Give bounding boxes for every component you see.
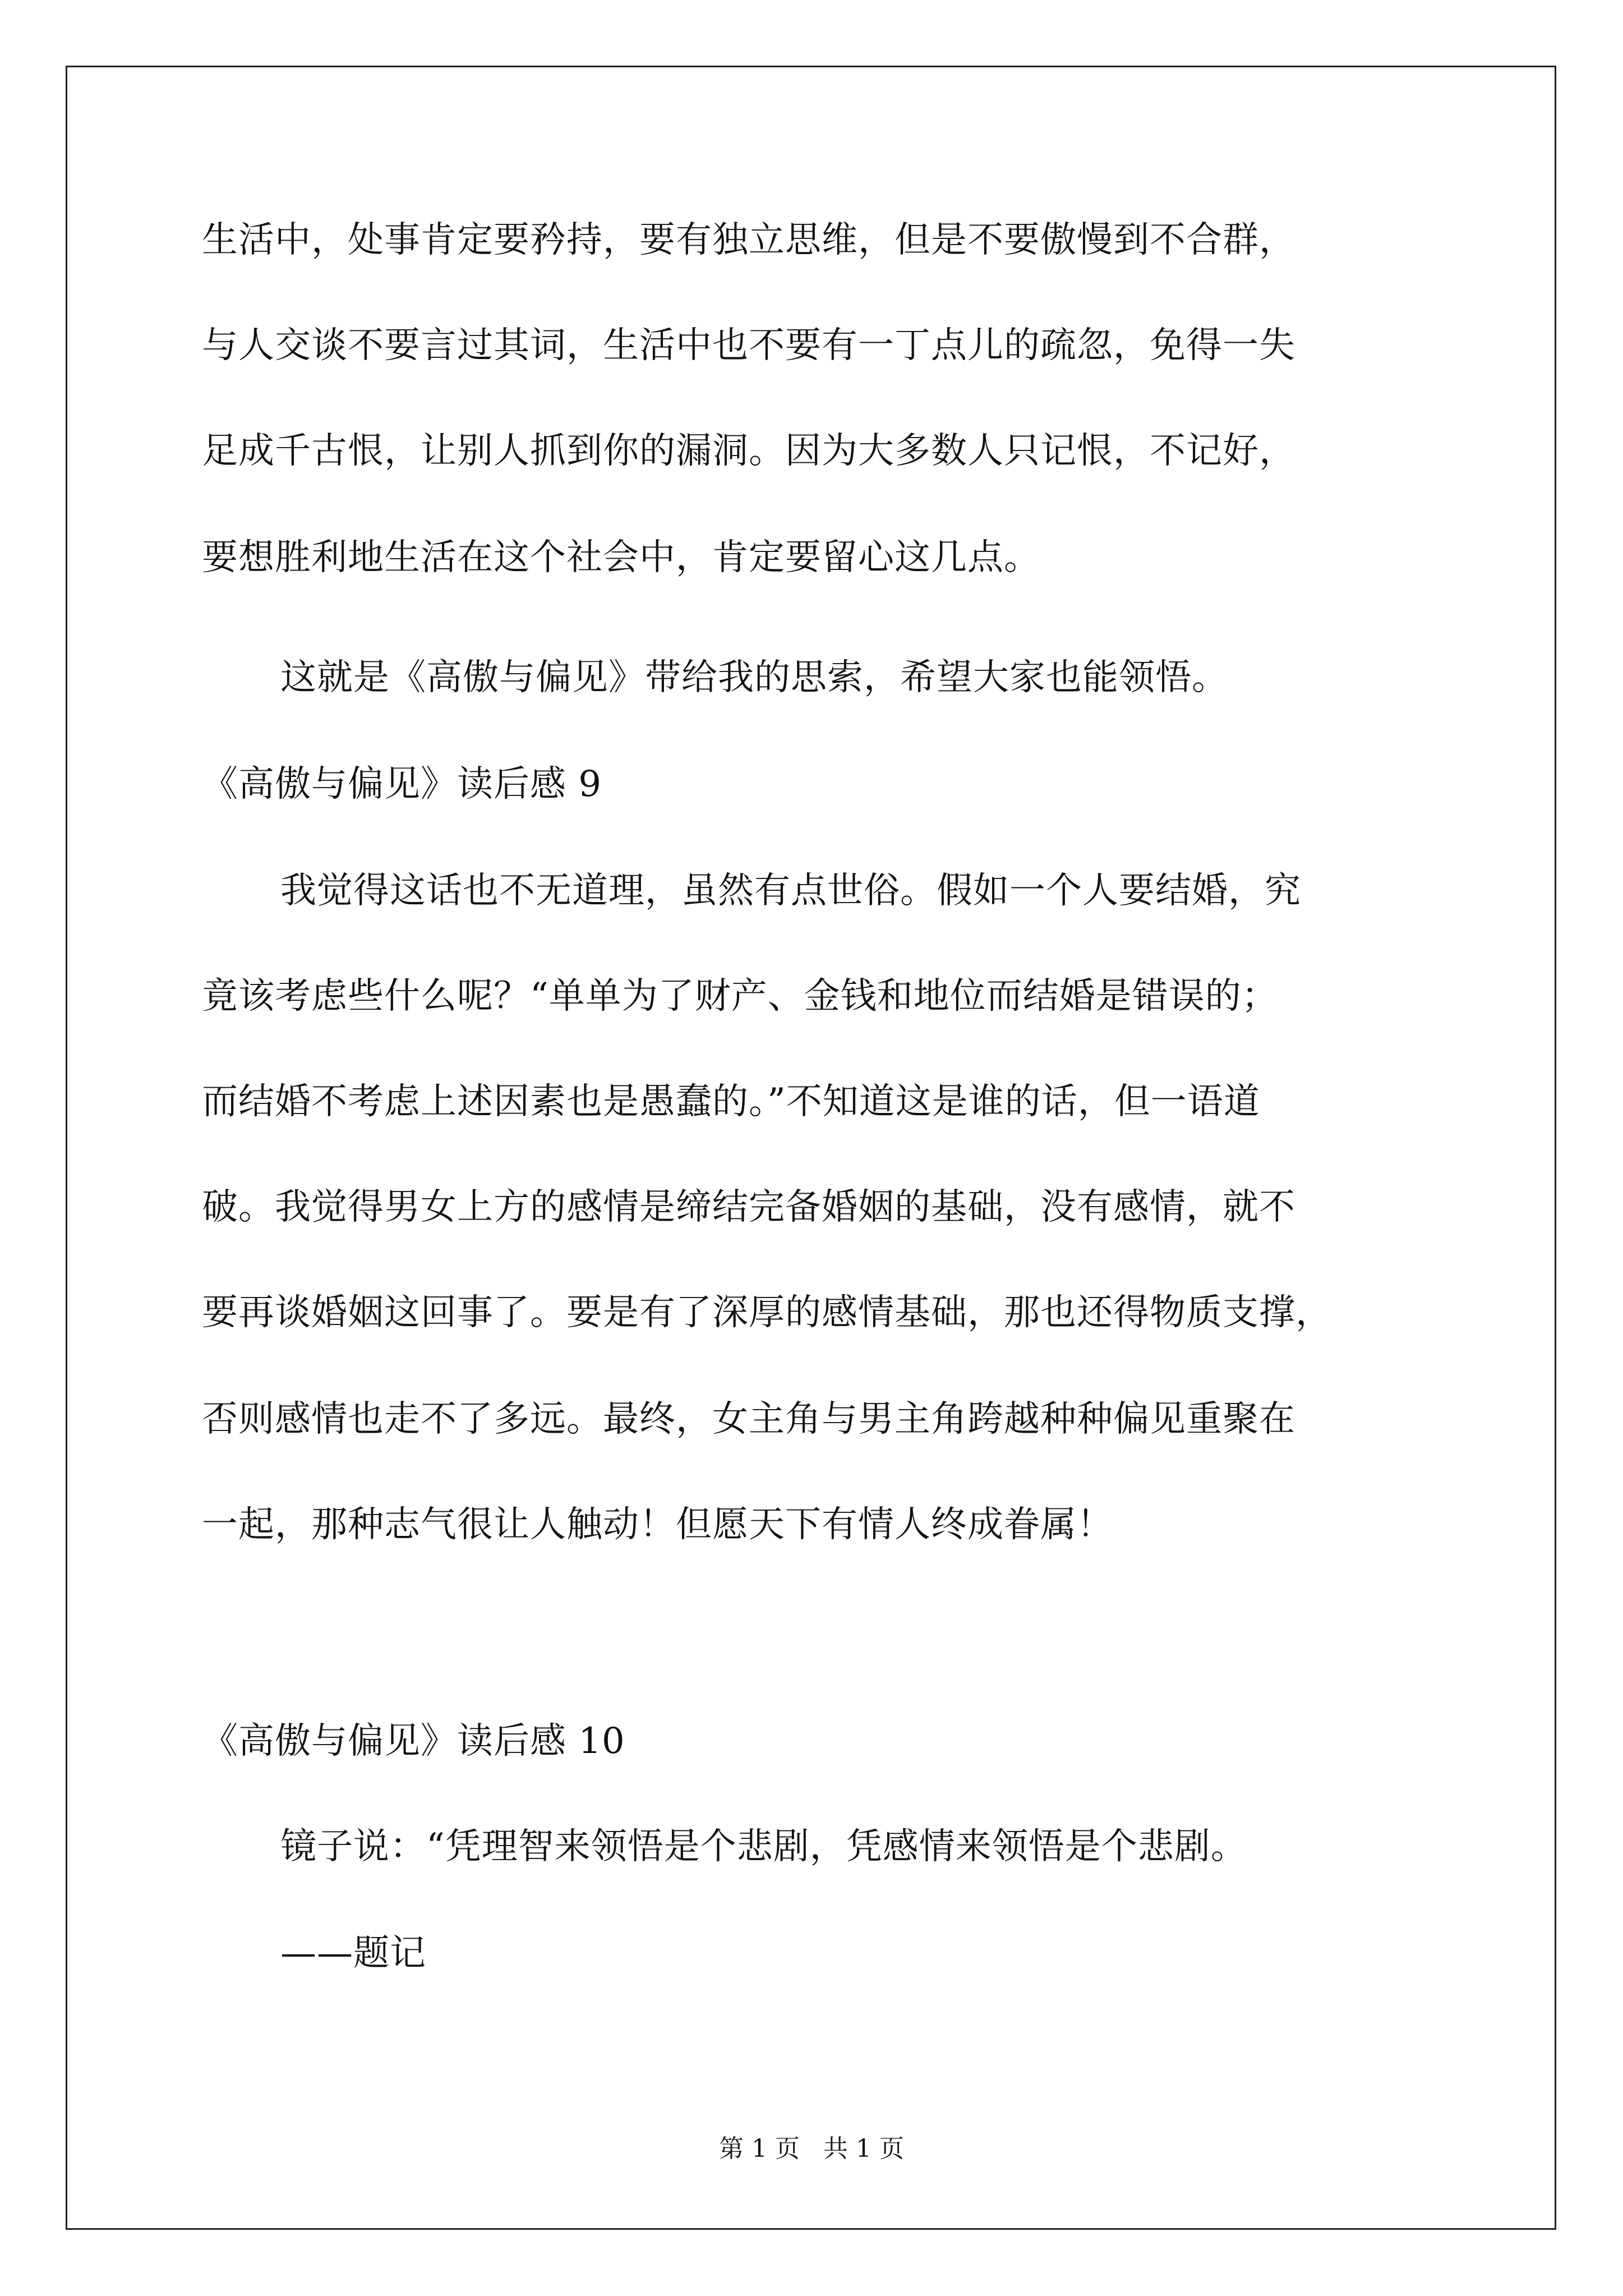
body-line-13: 一起，那种志气很让人触动！但愿天下有情人终成眷属！ xyxy=(202,1504,1113,1545)
page-border xyxy=(66,66,1556,2230)
body-line-15: 镜子说：“凭理智来领悟是个悲剧，凭感情来领悟是个悲剧。 xyxy=(280,1826,1247,1867)
section-heading-10: 《高傲与偏见》读后感 10 xyxy=(202,1720,625,1762)
epigraph-attribution: ——题记 xyxy=(280,1932,426,1974)
body-line-12: 否则感情也走不了多远。最终，女主角与男主角跨越种种偏见重聚在 xyxy=(202,1398,1295,1440)
body-line-11: 要再谈婚姻这回事了。要是有了深厚的感情基础，那也还得物质支撑， xyxy=(202,1292,1332,1333)
body-line-8: 竟该考虑些什么呢？“单单为了财产、金钱和地位而结婚是错误的； xyxy=(202,976,1278,1017)
section-heading-9: 《高傲与偏见》读后感 9 xyxy=(202,763,602,805)
body-line-4: 要想胜利地生活在这个社会中，肯定要留心这几点。 xyxy=(202,537,1040,578)
body-line-10: 破。我觉得男女上方的感情是缔结完备婚姻的基础，没有感情，就不 xyxy=(202,1186,1295,1228)
body-line-5: 这就是《高傲与偏见》带给我的思索，希望大家也能领悟。 xyxy=(280,657,1228,698)
page-footer: 第 1 页 共 1 页 xyxy=(719,2134,904,2163)
body-line-3: 足成千古恨，让别人抓到你的漏洞。因为大多数人只记恨，不记好， xyxy=(202,430,1295,472)
body-line-2: 与人交谈不要言过其词，生活中也不要有一丁点儿的疏忽，免得一失 xyxy=(202,325,1295,366)
body-line-7: 我觉得这话也不无道理，虽然有点世俗。假如一个人要结婚，究 xyxy=(280,870,1301,912)
body-line-1: 生活中，处事肯定要矜持，要有独立思维，但是不要傲慢到不合群， xyxy=(202,219,1295,261)
body-line-9: 而结婚不考虑上述因素也是愚蠢的。”不知道这是谁的话，但一语道 xyxy=(202,1081,1260,1122)
